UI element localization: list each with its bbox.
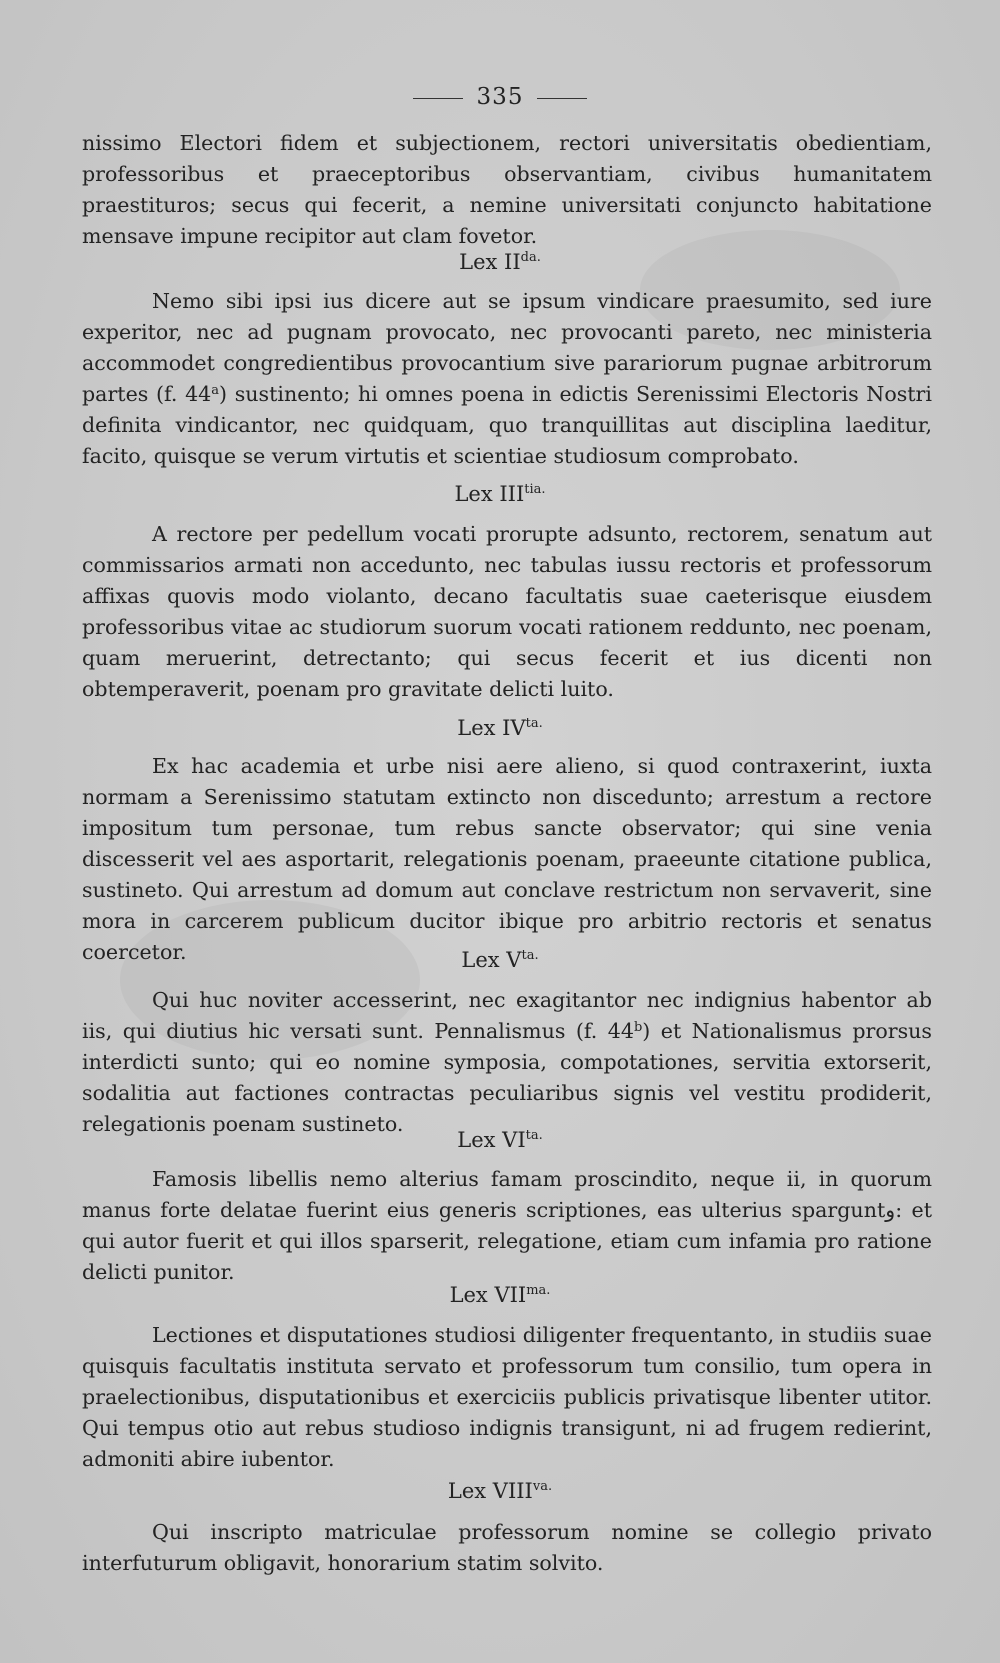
lex-4-heading-sup: ta. xyxy=(525,716,543,731)
lex-5-heading-sup: ta. xyxy=(521,948,539,963)
lex-4-heading-text: Lex IV xyxy=(457,716,526,740)
lex-3-text: A rectore per pedellum vocati prorupte adsunto, rectorem, senatum aut commissarios armati non accedunto, nec tabulas iussu rectoris et professorum affixas quovis modo violanto, decano facultatis suae caeterisque eiusdem professoribus vitae ac studiorum suorum vocati rationem reddunto, nec poenam, quam meruerint, detrectanto; qui secus fecerit et ius dicenti non obtemperaverit, poenam pro gravitate delicti luito. xyxy=(82,522,932,701)
page-number-dash-left xyxy=(413,98,463,99)
lex-4-heading xyxy=(0,716,1000,740)
lex-6-heading-text: Lex VI xyxy=(457,1128,526,1152)
lex-5-footnote-mark: b xyxy=(633,1020,643,1035)
lex-2-text-part1: Nemo sibi ipsi ius dicere aut se ipsum vindicare praesumito, sed iure experitor, nec ad pugnam provocato, nec provocanti pareto, nec ministeria accommodet congredientibus provocantium sive parariorum pugnae arbitrorum partes (f. 44 xyxy=(82,289,932,406)
lex-7-paragraph xyxy=(82,1320,932,1475)
lex-2-heading xyxy=(0,250,1000,274)
lex-4-paragraph xyxy=(82,751,932,968)
lex-2-text xyxy=(82,286,932,472)
lex-3-heading-sup: tia. xyxy=(524,482,546,497)
lex-7-heading xyxy=(0,1283,1000,1307)
lex-6-text: Famosis libellis nemo alterius famam proscindito, neque ii, in quorum manus forte delatae fuerint eius generis scriptiones, eas ulterius sparguntو: et qui autor fuerit et qui illos sparserit, relegatione, etiam cum infamia pro ratione delicti punitor. xyxy=(82,1167,932,1284)
lex-2-paragraph xyxy=(82,286,932,472)
lex-5-text-part2: ) et Nationalismus prorsus interdicti sunto; qui eo nomine symposia, compotationes, servitia extorserit, sodalitia aut factiones contractas peculiaribus signis vel vestitu prodiderit, relegationis poenam sustineto. xyxy=(82,1019,932,1136)
page-number-text: 335 xyxy=(476,84,524,110)
lex-4-text: Ex hac academia et urbe nisi aere alieno, si quod contraxerint, iuxta normam a Serenissimo statutam extincto non discedunto; arrestum a rectore impositum tum personae, tum rebus sancte observator; qui sine venia discesserit vel aes asportarit, relegationis poenam, praeeunte citatione publica, sustineto. Qui arrestum ad domum aut conclave restrictum non servaverit, sine mora in carcerem publicum ducitor ibique pro arbitrio rectoris et senatus coercetor. xyxy=(82,754,932,964)
lex-6-paragraph xyxy=(82,1164,932,1288)
lex-3-paragraph xyxy=(82,519,932,705)
lex-5-text-part1: Qui huc noviter accesserint, nec exagitantor nec indignius habentor ab iis, qui diutius hic versati sunt. Pennalismus (f. 44 xyxy=(82,988,932,1043)
lex-8-paragraph xyxy=(82,1517,932,1579)
lex-8-text: Qui inscripto matriculae professorum nomine se collegio privato interfuturum obligavit, honorarium statim solvito. xyxy=(82,1520,932,1575)
lex-8-heading-sup: va. xyxy=(532,1479,553,1494)
lex-8-heading-text: Lex VIII xyxy=(447,1479,533,1503)
lex-5-heading-text: Lex V xyxy=(461,948,522,972)
lex-2-text-part2: ) sustinento; hi omnes poena in edictis Serenissimi Electoris Nostri definita vindicantor, nec quidquam, quo tranquillitas aut disciplina laeditur, facito, quisque se verum virtutis et scientiae studiosum comprobato. xyxy=(82,382,932,468)
intro-text: nissimo Electori fidem et subjectionem, rectori universitatis obedientiam, professoribus et praeceptoribus observantiam, civibus humanitatem praestituros; secus qui fecerit, a nemine universitati conjuncto habitatione mensave impune recipitor aut clam fovetor. xyxy=(82,131,932,248)
lex-8-heading xyxy=(0,1479,1000,1503)
lex-7-heading-sup: ma. xyxy=(526,1283,551,1298)
lex-2-heading-text: Lex II xyxy=(459,250,521,274)
lex-5-paragraph xyxy=(82,985,932,1140)
lex-6-heading xyxy=(0,1128,1000,1152)
lex-6-heading-sup: ta. xyxy=(525,1128,543,1143)
lex-5-heading xyxy=(0,948,1000,972)
lex-5-text xyxy=(82,985,932,1140)
lex-7-text: Lectiones et disputationes studiosi diligenter frequentanto, in studiis suae quisquis facultatis instituta servato et professorum tum consilio, tum opera in praelectionibus, disputationibus et exerciciis publicis privatisque libenter utitor. Qui tempus otio aut rebus studioso indignis transigunt, ni ad frugem redierint, admoniti abire iubentor. xyxy=(82,1323,932,1471)
lex-3-heading xyxy=(0,482,1000,506)
intro-paragraph xyxy=(82,128,932,252)
lex-3-heading-text: Lex III xyxy=(454,482,525,506)
page-number-dash-right xyxy=(537,98,587,99)
lex-2-footnote-mark: a xyxy=(211,383,220,398)
page-number xyxy=(0,84,1000,110)
lex-2-heading-sup: da. xyxy=(520,250,541,265)
lex-7-heading-text: Lex VII xyxy=(449,1283,527,1307)
